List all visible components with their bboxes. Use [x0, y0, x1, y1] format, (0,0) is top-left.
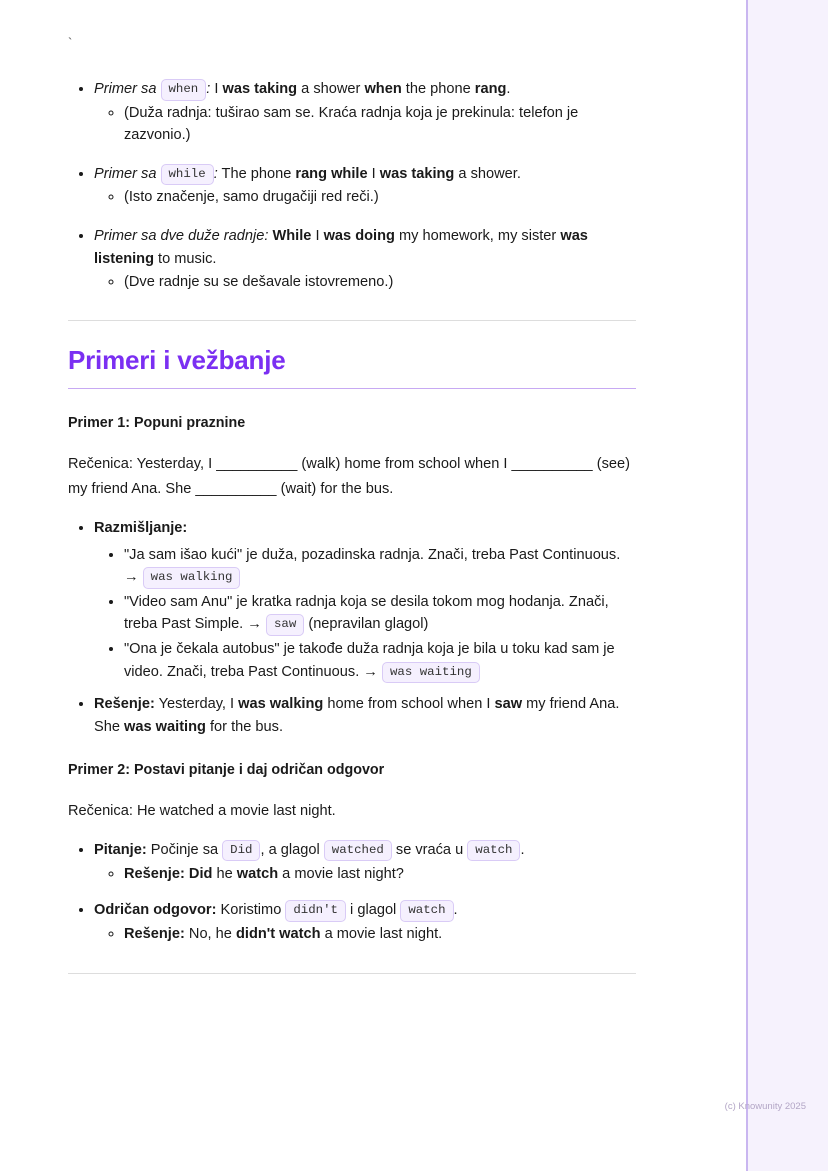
code-chip-while: while	[161, 164, 214, 186]
colon: :	[213, 165, 218, 182]
code-chip-saw: saw	[266, 614, 304, 636]
negative-text-3: .	[453, 902, 458, 919]
thinking-label: Razmišljanje:	[94, 519, 188, 536]
example1-heading: Primer 1: Popuni praznine	[68, 414, 246, 431]
example-lead: Primer sa dve duže radnje:	[94, 228, 269, 245]
code-chip-did: Did	[222, 840, 260, 862]
negative-solution-list	[114, 923, 636, 946]
title-underline	[68, 388, 636, 389]
colon: :	[206, 81, 211, 97]
example-note-list	[114, 271, 636, 294]
question-text-2: , a glagol	[260, 841, 324, 858]
solution-label: Rešenje:	[124, 925, 185, 942]
example-lead: Primer sa	[94, 165, 157, 182]
list-item: ◦ (Dve radnje su se dešavale istovremeno.)	[124, 271, 636, 294]
blank-2: __________	[511, 455, 593, 472]
example-text: The phone rang while I was taking a shower.	[221, 165, 521, 182]
example-note-list	[114, 186, 636, 209]
code-chip-watch: watch	[467, 840, 520, 862]
sentence-end: (wait) for the bus.	[276, 481, 394, 498]
example-list	[86, 78, 636, 147]
code-chip-when: when	[161, 79, 207, 101]
thought-text: "Ja sam išao kući" je duža, pozadinska radnja. Znači, treba Past Continuous. →	[124, 546, 621, 586]
list-item	[94, 517, 636, 683]
example2-heading: Primer 2: Postavi pitanje i daj odričan odgovor	[68, 762, 385, 779]
reasoning-list	[86, 517, 636, 738]
section-divider	[68, 320, 636, 321]
list-item	[94, 839, 636, 885]
example1-sentence	[68, 452, 636, 503]
question-solution-list	[114, 863, 636, 886]
example-list	[86, 163, 636, 209]
example-note-list	[114, 102, 636, 147]
thought-text: "Ona je čekala autobus" je takođe duža radnja koja je bila u toku kad sam je video. Znači, treba Past Continuous. →	[124, 641, 615, 680]
list-item: ◦ (Duža radnja: tuširao sam se. Kraća radnja koja je prekinula: telefon je zazvonio.)	[124, 102, 636, 147]
list-item	[124, 863, 636, 886]
example2-negative-list	[86, 899, 636, 945]
question-text-1: Počinje sa	[146, 841, 223, 858]
negative-text-1: Koristimo	[216, 902, 286, 919]
blank-3: __________	[195, 481, 277, 498]
example-text: While I was doing my homework, my sister was listening to music.	[94, 228, 588, 267]
document-content	[68, 78, 636, 998]
question-text-3: se vraća u	[391, 841, 468, 858]
example2-list	[86, 839, 636, 885]
solution-label: Rešenje:	[124, 865, 185, 882]
page-title: Primeri i vežbanje	[68, 344, 286, 375]
thought-text-after: (nepravilan glagol)	[308, 616, 429, 633]
sentence-mid-1: (walk) home from school when I	[297, 455, 512, 472]
example2-sentence: Rečenica: He watched a movie last night.	[68, 803, 336, 820]
thought-list	[114, 544, 636, 684]
sentence-pre: Rečenica: Yesterday, I	[68, 455, 217, 472]
copyright-footer: (c) Knowunity 2025	[724, 1101, 806, 1112]
thought-text: "Video sam Anu" je kratka radnja koja se desila tokom mog hodanja. Znači, treba Past Simple. →	[124, 593, 609, 633]
blank-1: __________	[216, 455, 298, 472]
solution-label: Rešenje:	[94, 696, 155, 713]
list-item	[124, 638, 636, 683]
example-text: I was taking a shower when the phone rang.	[214, 81, 511, 97]
list-item	[94, 899, 636, 945]
solution-text: No, he didn't watch a movie last night.	[188, 925, 443, 942]
list-item: ◦ (Isto značenje, samo drugačiji red reči.)	[124, 186, 636, 209]
stray-mark: `	[68, 35, 73, 50]
code-chip-watched: watched	[324, 840, 392, 862]
list-item	[94, 163, 636, 209]
negative-label: Odričan odgovor:	[94, 902, 217, 919]
top-examples-block	[68, 78, 636, 294]
question-label: Pitanje:	[94, 841, 147, 858]
code-chip-didnt: didn't	[285, 900, 346, 922]
code-chip-was-waiting: was waiting	[382, 662, 480, 684]
sentence-mid-2: (see) my friend Ana. She	[68, 455, 630, 498]
code-chip-watch-2: watch	[400, 900, 453, 922]
list-item	[124, 591, 636, 636]
solution-text: Yesterday, I was walking home from school when I saw my friend Ana. She was waiting for the bus.	[94, 696, 620, 735]
negative-text-2: i glagol	[346, 902, 401, 919]
list-item	[94, 78, 636, 147]
question-text-4: .	[520, 841, 525, 858]
bottom-divider	[68, 973, 636, 974]
example-lead: Primer sa	[94, 81, 157, 97]
right-margin-panel	[746, 0, 828, 1171]
solution-text: Did he watch a movie last night?	[188, 865, 404, 882]
list-item	[124, 923, 636, 946]
example-list	[86, 225, 636, 294]
list-item	[124, 544, 636, 589]
list-item	[94, 693, 636, 738]
list-item	[94, 225, 636, 294]
code-chip-was-walking: was walking	[143, 567, 241, 589]
